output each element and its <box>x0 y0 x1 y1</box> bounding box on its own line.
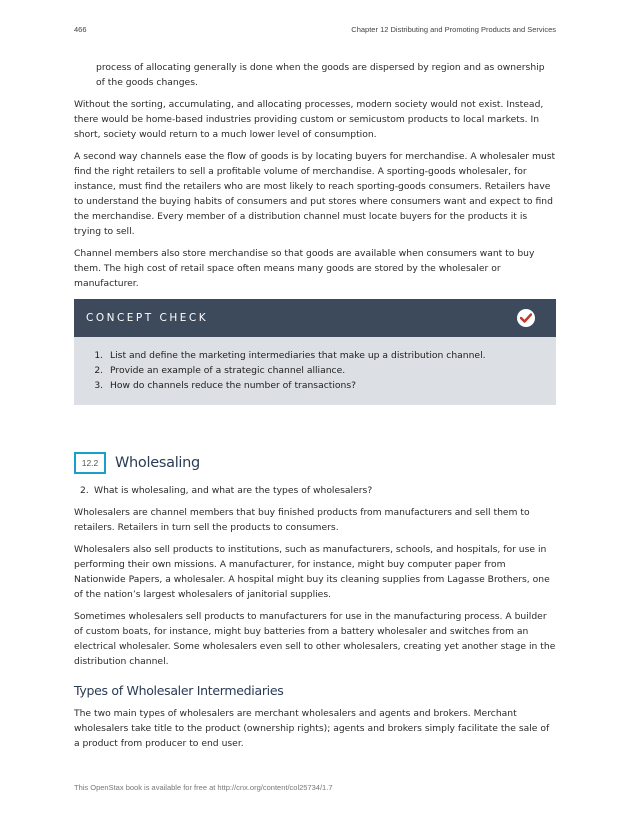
running-header <box>74 25 556 34</box>
concept-check-list <box>74 348 556 393</box>
list-item: 1. List and define the marketing intermediaries that make up a distribution channel. <box>106 348 556 363</box>
paragraph: Sometimes wholesalers sell products to manufacturers for use in the manufacturing process. A builder of custom boats, for instance, might buy batteries from a battery wholesaler and switches from an electrical wholesaler. Some wholesalers even sell to other wholesalers, creating yet another stage in the distribution channel. <box>74 611 556 667</box>
chapter-title: Chapter 12 Distributing and Promoting Products and Services <box>351 25 556 34</box>
learning-objective <box>74 483 556 498</box>
section-heading <box>74 451 556 475</box>
list-item: 2. Provide an example of a strategic channel alliance. <box>106 363 556 378</box>
paragraph: Wholesalers are channel members that buy finished products from manufacturers and sell them to retailers. Retailers in turn sell the products to consumers. <box>74 507 530 533</box>
checkmark-icon <box>517 309 535 327</box>
objective-text: What is wholesaling, and what are the types of wholesalers? <box>94 485 373 496</box>
paragraph: Without the sorting, accumulating, and allocating processes, modern society would not exist. Instead, there would be home-based industries providing custom or semicustom products to local markets. In short, society would return to a much lower level of consumption. <box>74 99 544 140</box>
page-number: 466 <box>74 25 87 34</box>
list-item: 3. How do channels reduce the number of transactions? <box>106 378 556 393</box>
concept-check-title: CONCEPT CHECK <box>86 312 209 324</box>
paragraph: Wholesalers also sell products to institutions, such as manufacturers, schools, and hospitals, for use in performing their own missions. A manufacturer, for instance, might buy computer paper from Nationwide Papers, a wholesaler. A hospital might buy its cleaning supplies from Lagasse Brothers, one of the nation’s largest wholesalers of janitorial supplies. <box>74 544 550 600</box>
concept-check-body <box>74 337 556 405</box>
subsection-title: Types of Wholesaler Intermediaries <box>74 683 284 698</box>
paragraph: A second way channels ease the flow of goods is by locating buyers for merchandise. A wholesaler must find the right retailers to sell a profitable volume of merchandise. A sporting-goods wholesaler, for instance, must find the retailers who are most likely to reach sporting-goods consumers. Retailers have to understand the buying habits of consumers and put stores where consumers want and expect to find the merchandise. Every member of a distribution channel must locate buyers for the products it is trying to sell. <box>74 151 556 237</box>
paragraph: The two main types of wholesalers are merchant wholesalers and agents and brokers. Merchant wholesalers take title to the product (ownership rights); agents and brokers simply facilitate the sale of a product from producer to end user. <box>74 708 550 749</box>
section-number-badge: 12.2 <box>74 452 106 474</box>
concept-check-box <box>74 299 556 405</box>
concept-check-header <box>74 299 556 337</box>
section-title: Wholesaling <box>115 455 200 471</box>
paragraph: Channel members also store merchandise so that goods are available when consumers want to buy them. The high cost of retail space often means many goods are stored by the wholesaler or manufacturer. <box>74 248 535 289</box>
objective-number: 2. <box>80 485 89 496</box>
page-content <box>74 60 556 758</box>
paragraph-continued: process of allocating generally is done when the goods are dispersed by region and as ownership of the goods changes. <box>96 62 545 88</box>
footer-note: This OpenStax book is available for free at http://cnx.org/content/col25734/1.7 <box>74 783 333 792</box>
